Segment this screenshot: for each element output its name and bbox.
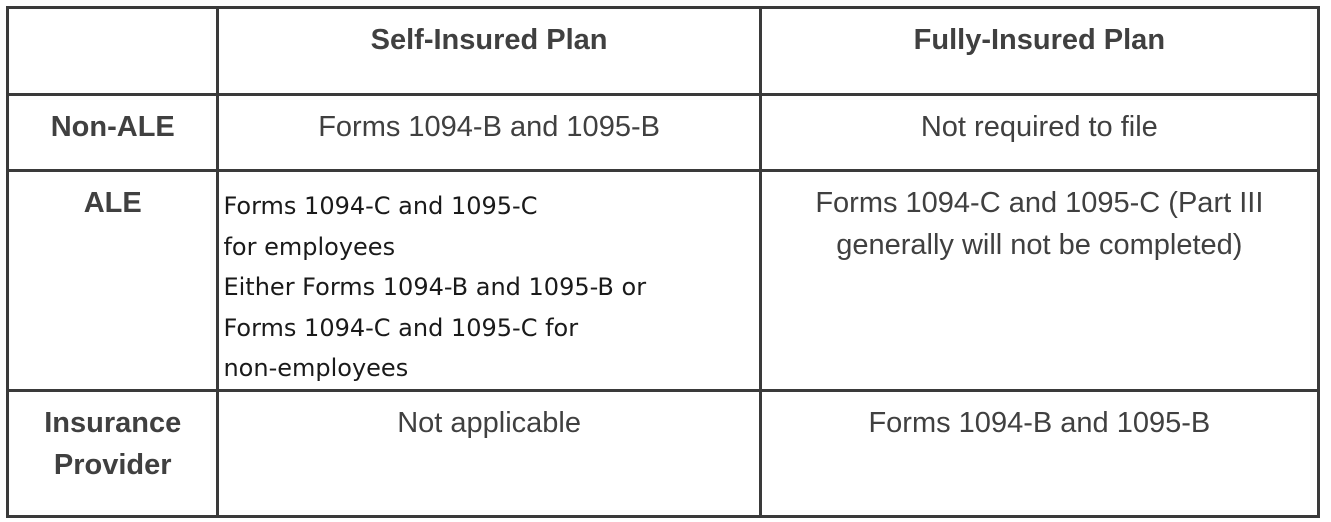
row-label-non-ale: Non-ALE — [8, 95, 218, 171]
header-row — [8, 8, 1319, 95]
row-label-insurance-provider — [8, 390, 218, 516]
row-label-ale: ALE — [8, 171, 218, 391]
header-self-insured: Self-Insured Plan — [218, 8, 760, 95]
table-grid — [6, 6, 1320, 518]
cell-provider-fully-insured: Forms 1094-B and 1095-B — [760, 390, 1318, 516]
cell-ale-self-insured — [218, 171, 760, 391]
ale-self-line: non-employees — [223, 354, 409, 382]
ale-fully-line: generally will not be completed) — [836, 229, 1243, 261]
ale-self-line: Forms 1094-C and 1095-C — [223, 192, 538, 220]
table-row-insurance-provider — [8, 390, 1319, 516]
row-label-line: Provider — [53, 448, 172, 481]
ale-fully-line: Forms 1094-C and 1095-C (Part III — [815, 187, 1264, 219]
row-label-line: Insurance — [44, 406, 182, 439]
table-row-ale — [8, 171, 1319, 391]
ale-self-line: for employees — [223, 232, 396, 261]
corner-cell — [8, 8, 218, 95]
cell-ale-fully-insured — [760, 171, 1318, 391]
ale-self-line: Either Forms 1094-B and 1095-B or — [223, 273, 647, 301]
filing-requirements-table — [6, 6, 1320, 511]
ale-self-line: Forms 1094-C and 1095-C for — [223, 313, 579, 342]
header-fully-insured: Fully-Insured Plan — [760, 8, 1318, 95]
table-row-non-ale — [8, 95, 1319, 171]
cell-non-ale-fully-insured: Not required to file — [760, 95, 1318, 171]
cell-provider-self-insured: Not applicable — [218, 390, 760, 516]
cell-non-ale-self-insured: Forms 1094-B and 1095-B — [218, 95, 760, 171]
